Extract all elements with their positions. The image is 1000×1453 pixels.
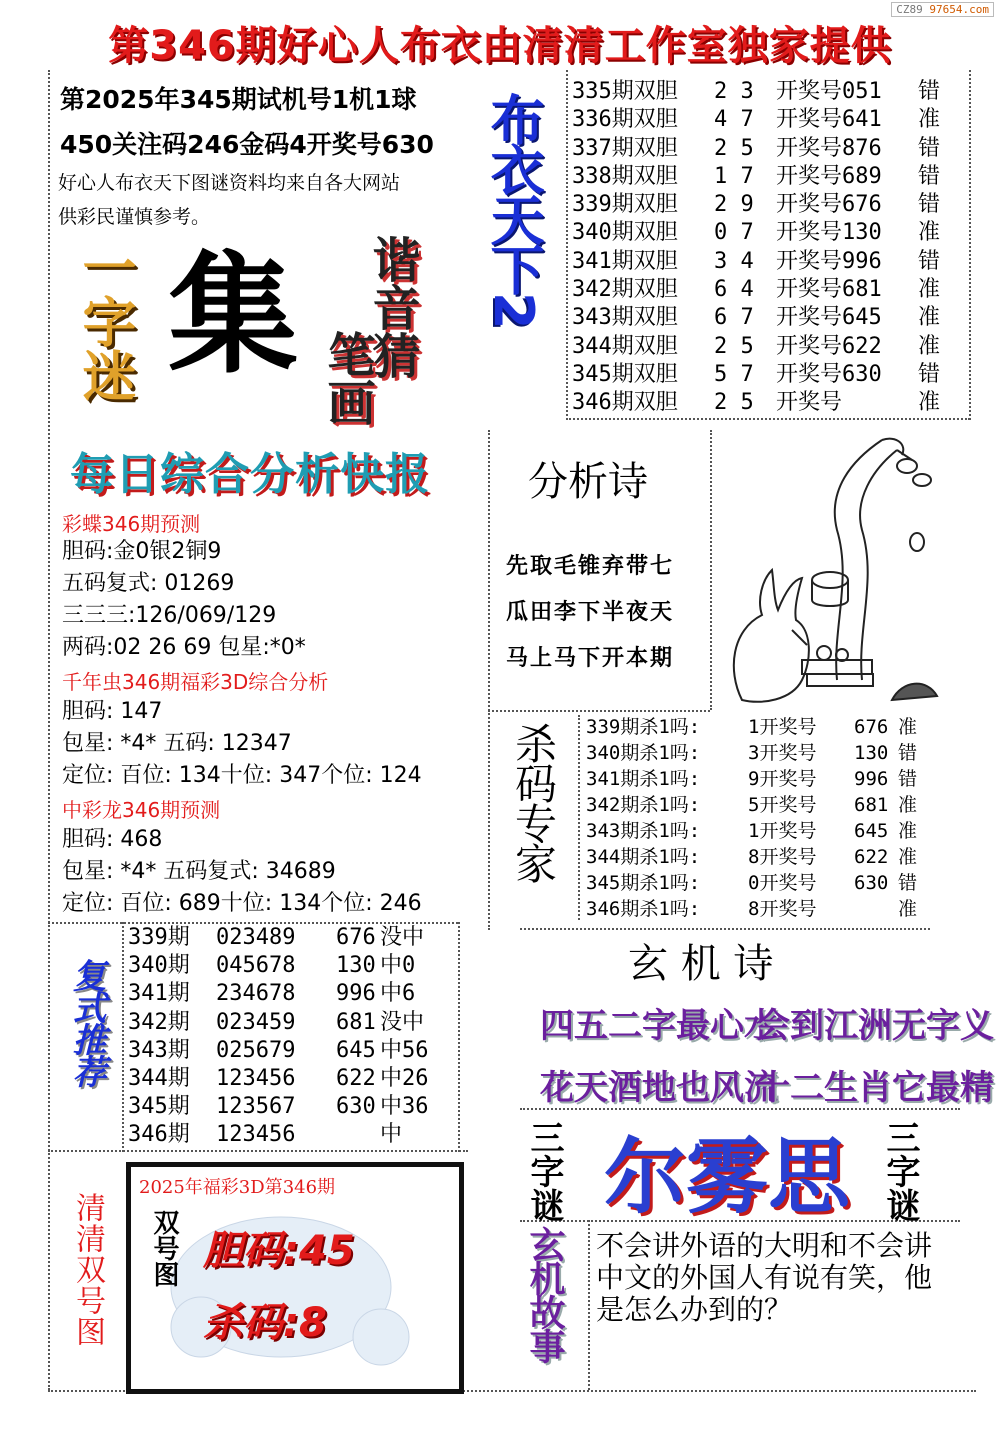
s2-line: 包星: *4* 五码: 12347 [62, 731, 292, 756]
poem-line: 马上马下开本期 [506, 646, 675, 671]
trial-line-2: 450关注码246金码4开奖号630 [60, 130, 434, 159]
card-background-art [131, 1167, 459, 1389]
kill-row-kill: 3开奖号 [748, 742, 817, 764]
s3-line: 包星: *4* 五码复式: 34689 [62, 859, 336, 884]
shuangdan-row-result: 准 [918, 305, 941, 331]
divider-shuangdan [566, 70, 568, 420]
shuangdan-row-nums: 3 4 [714, 248, 754, 274]
sanzi-label-right: 三字谜 [880, 1120, 920, 1222]
fushi-row-result: 中6 [380, 981, 416, 1007]
shuangdan-row-draw: 开奖号681 [776, 277, 882, 303]
fushi-table [128, 924, 458, 1150]
shuangdan-row-result: 准 [918, 390, 941, 416]
sanzi-label-left: 三字谜 [524, 1120, 564, 1222]
shuangdan-row-nums: 2 9 [714, 192, 754, 218]
fushi-row-issue: 344期 [128, 1065, 190, 1091]
s1-title: 彩蝶346期预测 [62, 512, 201, 536]
shuangdan-row-draw: 开奖号876 [776, 135, 882, 161]
shuangdan-row-draw: 开奖号676 [776, 192, 882, 218]
kill-row-issue: 344期杀1吗: [586, 846, 701, 868]
riddle-hint-2: 笔画 [319, 330, 375, 426]
shuangdan-row-issue: 341期双胆 [572, 248, 678, 274]
divider-kill [578, 715, 580, 920]
fushi-row-draw: 645 [336, 1037, 376, 1063]
shuangdan-row-draw: 开奖号996 [776, 248, 882, 274]
fushi-row-result: 中36 [380, 1094, 429, 1120]
riddle-big-char: 集 [168, 239, 299, 391]
kill-row-draw: 630 [854, 872, 889, 894]
trial-line-1: 第2025年345期试机号1机1球 [60, 85, 417, 114]
kill-row-result: 准 [898, 716, 918, 738]
shuangdan-row-nums: 2 5 [714, 135, 754, 161]
s3-line: 定位: 百位: 689十位: 134个位: 246 [62, 891, 422, 916]
shuangdan-row [572, 106, 972, 134]
poem-title: 分析诗 [528, 459, 648, 505]
site-prefix: CZ89 [896, 3, 923, 16]
kill-row-draw: 676 [854, 716, 889, 738]
fushi-row-result: 中26 [380, 1065, 429, 1091]
s1-line: 胆码:金0银2铜9 [62, 539, 222, 564]
shuangdan-row-issue: 335期双胆 [572, 79, 678, 104]
shuangdan-row-nums: 4 7 [714, 107, 754, 133]
trial-note-2: 供彩民谨慎参考。 [58, 206, 211, 228]
shuangdan-row [572, 248, 972, 276]
kill-row-issue: 341期杀1吗: [586, 768, 701, 790]
kill-row-result: 错 [898, 768, 918, 790]
fushi-row-issue: 346期 [128, 1122, 190, 1148]
shuangdan-row [572, 78, 972, 106]
shuangdan-row-issue: 346期双胆 [572, 390, 678, 416]
xuanji-line-1a: 四五二字最心水 [540, 1006, 778, 1046]
shuangdan-row-draw: 开奖号 [776, 390, 843, 416]
shuangdan-row-result: 错 [918, 135, 941, 161]
kill-row-result: 准 [898, 846, 918, 868]
kill-row-issue: 346期杀1吗: [586, 898, 701, 920]
kill-row-kill: 1开奖号 [748, 716, 817, 738]
fushi-row-draw: 996 [336, 981, 376, 1007]
shuangdan-row-draw: 开奖号641 [776, 107, 882, 133]
fushi-title: 复式推荐 [66, 958, 106, 1086]
fushi-row-issue: 343期 [128, 1037, 190, 1063]
kill-row-issue: 343期杀1吗: [586, 820, 701, 842]
double-card [126, 1162, 464, 1394]
fushi-row-issue: 341期 [128, 981, 190, 1007]
kill-row-result: 错 [898, 872, 918, 894]
shuangdan-row [572, 135, 972, 163]
fushi-row-nums: 123567 [216, 1094, 296, 1120]
shuangdan-row-nums: 2 5 [714, 390, 754, 416]
trial-note-1: 好心人布衣天下图谜资料均来自各大网站 [58, 172, 401, 194]
s2-line: 胆码: 147 [62, 699, 163, 724]
fushi-row [128, 924, 458, 952]
shuangdan-row [572, 304, 972, 332]
s1-line: 两码:02 26 69 包星:*0* [62, 635, 306, 660]
fushi-row-result: 中56 [380, 1037, 429, 1063]
sanzi-answer: 尔雾思 [604, 1130, 851, 1225]
kill-row-result: 准 [898, 820, 918, 842]
fushi-row-result: 中 [380, 1122, 403, 1148]
shuangdan-row-result: 错 [918, 192, 941, 218]
shuangdan-row [572, 333, 972, 361]
kill-row [586, 818, 946, 844]
fushi-row-issue: 342期 [128, 1009, 190, 1035]
fushi-row [128, 1093, 458, 1121]
shuangdan-row-nums: 6 7 [714, 305, 754, 331]
divider-middle [488, 430, 490, 930]
fushi-row [128, 1121, 458, 1149]
kill-row-kill: 9开奖号 [748, 768, 817, 790]
kill-row-issue: 342期杀1吗: [586, 794, 701, 816]
fushi-row-nums: 123456 [216, 1122, 296, 1148]
fushi-row [128, 952, 458, 980]
s3-lines [62, 824, 422, 920]
s1-line: 五码复式: 01269 [62, 571, 235, 596]
fushi-row-nums: 045678 [216, 953, 296, 979]
rabbit-tree-illustration [712, 430, 952, 710]
shuangdan-row [572, 389, 972, 417]
fushi-row-result: 中0 [380, 953, 416, 979]
s3-line: 胆码: 468 [62, 827, 163, 852]
shuangdan-row-nums: 1 7 [714, 163, 754, 189]
kill-row-draw: 130 [854, 742, 889, 764]
divider-kill-bottom [520, 928, 930, 930]
xuanji-title: 玄 机 诗 [628, 941, 774, 987]
shuangdan-row-draw: 开奖号622 [776, 333, 882, 359]
shuangdan-row-issue: 344期双胆 [572, 333, 678, 359]
fushi-row [128, 1037, 458, 1065]
shuangdan-row-result: 错 [918, 163, 941, 189]
shuangdan-row-nums: 6 4 [714, 277, 754, 303]
kill-row-issue: 340期杀1吗: [586, 742, 701, 764]
fushi-row-nums: 023489 [216, 925, 296, 950]
shuangdan-row-draw: 开奖号645 [776, 305, 882, 331]
kill-row-draw: 622 [854, 846, 889, 868]
shuangdan-row-draw: 开奖号130 [776, 220, 882, 246]
kill-row-kill: 1开奖号 [748, 820, 817, 842]
left-border [48, 70, 50, 1390]
shuangdan-row-result: 错 [918, 79, 941, 104]
fushi-row [128, 980, 458, 1008]
card-dan: 胆码:45 [203, 1228, 355, 1274]
fushi-row-nums: 123456 [216, 1065, 296, 1091]
divider-poem-bottom [488, 710, 710, 712]
shuangdan-row-issue: 338期双胆 [572, 163, 678, 189]
divider-fushi-right [458, 922, 460, 1152]
kill-table [586, 714, 946, 922]
shuangdan-row [572, 219, 972, 247]
shuangdan-row-issue: 343期双胆 [572, 305, 678, 331]
fushi-row-nums: 025679 [216, 1037, 296, 1063]
shuangdan-row [572, 163, 972, 191]
shuangdan-table [572, 78, 972, 418]
kill-row-result: 准 [898, 794, 918, 816]
brand-vertical: 布衣天下2 [482, 92, 545, 326]
shuangdan-row-issue: 336期双胆 [572, 107, 678, 133]
shuangdan-row-issue: 339期双胆 [572, 192, 678, 218]
kill-row-kill: 8开奖号 [748, 898, 817, 920]
daily-banner: 每日综合分析快报 [70, 449, 430, 500]
kill-row-result: 错 [898, 742, 918, 764]
story-title: 玄机故事 [524, 1226, 565, 1362]
shuangdan-row [572, 276, 972, 304]
fushi-row-issue: 345期 [128, 1094, 190, 1120]
fushi-row-issue: 339期 [128, 925, 190, 950]
shuangdan-row-issue: 340期双胆 [572, 220, 678, 246]
xuanji-line-2b: 十二生肖它最精 [756, 1068, 994, 1108]
divider-shuangdan-bottom [566, 418, 970, 420]
story-text: 不会讲外语的大明和不会讲中文的外国人有说有笑，他是怎么办到的？ [596, 1229, 933, 1326]
shuangdan-row-nums: 0 7 [714, 220, 754, 246]
s1-lines [62, 536, 306, 664]
kill-row [586, 870, 946, 896]
s2-lines [62, 696, 422, 792]
fushi-row-result: 没中 [380, 1009, 425, 1035]
site-domain: 97654.com [929, 3, 989, 16]
kill-row [586, 844, 946, 870]
divider-story [588, 1220, 590, 1390]
shuangdan-row-result: 错 [918, 248, 941, 274]
kill-row [586, 896, 946, 922]
kill-row-draw: 996 [854, 768, 889, 790]
kill-row-issue: 339期杀1吗: [586, 716, 701, 738]
shuangdan-row-issue: 345期双胆 [572, 361, 678, 387]
fushi-row-draw: 676 [336, 925, 376, 950]
s2-line: 定位: 百位: 134十位: 347个位: 124 [62, 763, 422, 788]
riddle-hint-1: 谐音猜 [364, 235, 420, 379]
fushi-row-issue: 340期 [128, 953, 190, 979]
s2-title: 千年虫346期福彩3D综合分析 [62, 670, 329, 694]
kill-row-kill: 8开奖号 [748, 846, 817, 868]
shuangdan-row-draw: 开奖号689 [776, 163, 882, 189]
kill-row [586, 714, 946, 740]
s1-line: 三三三:126/069/129 [62, 603, 277, 628]
shuangdan-row-result: 准 [918, 277, 941, 303]
poem-line: 先取毛锥弃带七 [506, 554, 675, 579]
card-side: 双号图 [149, 1209, 179, 1287]
fushi-row-draw: 630 [336, 1094, 376, 1120]
shuangdan-row-draw: 开奖号630 [776, 361, 882, 387]
kill-row-kill: 0开奖号 [748, 872, 817, 894]
fushi-row-result: 没中 [380, 925, 425, 950]
xuanji-line-1b: 会到江洲无字义 [756, 1006, 994, 1046]
shuangdan-row-result: 准 [918, 107, 941, 133]
kill-row [586, 740, 946, 766]
shuangdan-row-nums: 2 5 [714, 333, 754, 359]
kill-row-issue: 345期杀1吗: [586, 872, 701, 894]
fushi-row-nums: 023459 [216, 1009, 296, 1035]
fushi-row-draw: 622 [336, 1065, 376, 1091]
page-title: 第346期好心人布衣由清清工作室独家提供 [108, 23, 892, 69]
shuangdan-row-issue: 342期双胆 [572, 277, 678, 303]
kill-row-draw: 645 [854, 820, 889, 842]
s3-title: 中彩龙346期预测 [62, 798, 221, 822]
shuangdan-row-issue: 337期双胆 [572, 135, 678, 161]
fushi-row-draw: 681 [336, 1009, 376, 1035]
shuangdan-row-draw: 开奖号051 [776, 79, 882, 104]
poem-line: 瓜田李下半夜天 [506, 600, 675, 625]
kill-row [586, 766, 946, 792]
shuangdan-row-nums: 2 3 [714, 79, 754, 104]
shuangdan-row-nums: 5 7 [714, 361, 754, 387]
kill-row [586, 792, 946, 818]
poem-lines [506, 544, 674, 682]
divider-fushi-left [122, 922, 124, 1152]
fushi-row-nums: 234678 [216, 981, 296, 1007]
kill-row-kill: 5开奖号 [748, 794, 817, 816]
kill-title: 杀码专家 [509, 722, 558, 882]
shuangdan-row [572, 361, 972, 389]
double-side-label: 清清双号图 [70, 1192, 105, 1347]
shuangdan-row-result: 准 [918, 220, 941, 246]
shuangdan-row-result: 错 [918, 361, 941, 387]
fushi-row-draw: 130 [336, 953, 376, 979]
xuanji-line-2a: 花天酒地也风流 [540, 1068, 778, 1108]
kill-row-result: 准 [898, 898, 918, 920]
shuangdan-row-result: 准 [918, 333, 941, 359]
card-title: 2025年福彩3D第346期 [139, 1177, 336, 1198]
kill-row-draw: 681 [854, 794, 889, 816]
divider-fushi-bottom [48, 1150, 468, 1152]
fushi-row [128, 1009, 458, 1037]
card-sha: 杀码:8 [203, 1300, 327, 1346]
shuangdan-row [572, 191, 972, 219]
riddle-label: 一字迷 [74, 240, 137, 402]
fushi-row [128, 1065, 458, 1093]
